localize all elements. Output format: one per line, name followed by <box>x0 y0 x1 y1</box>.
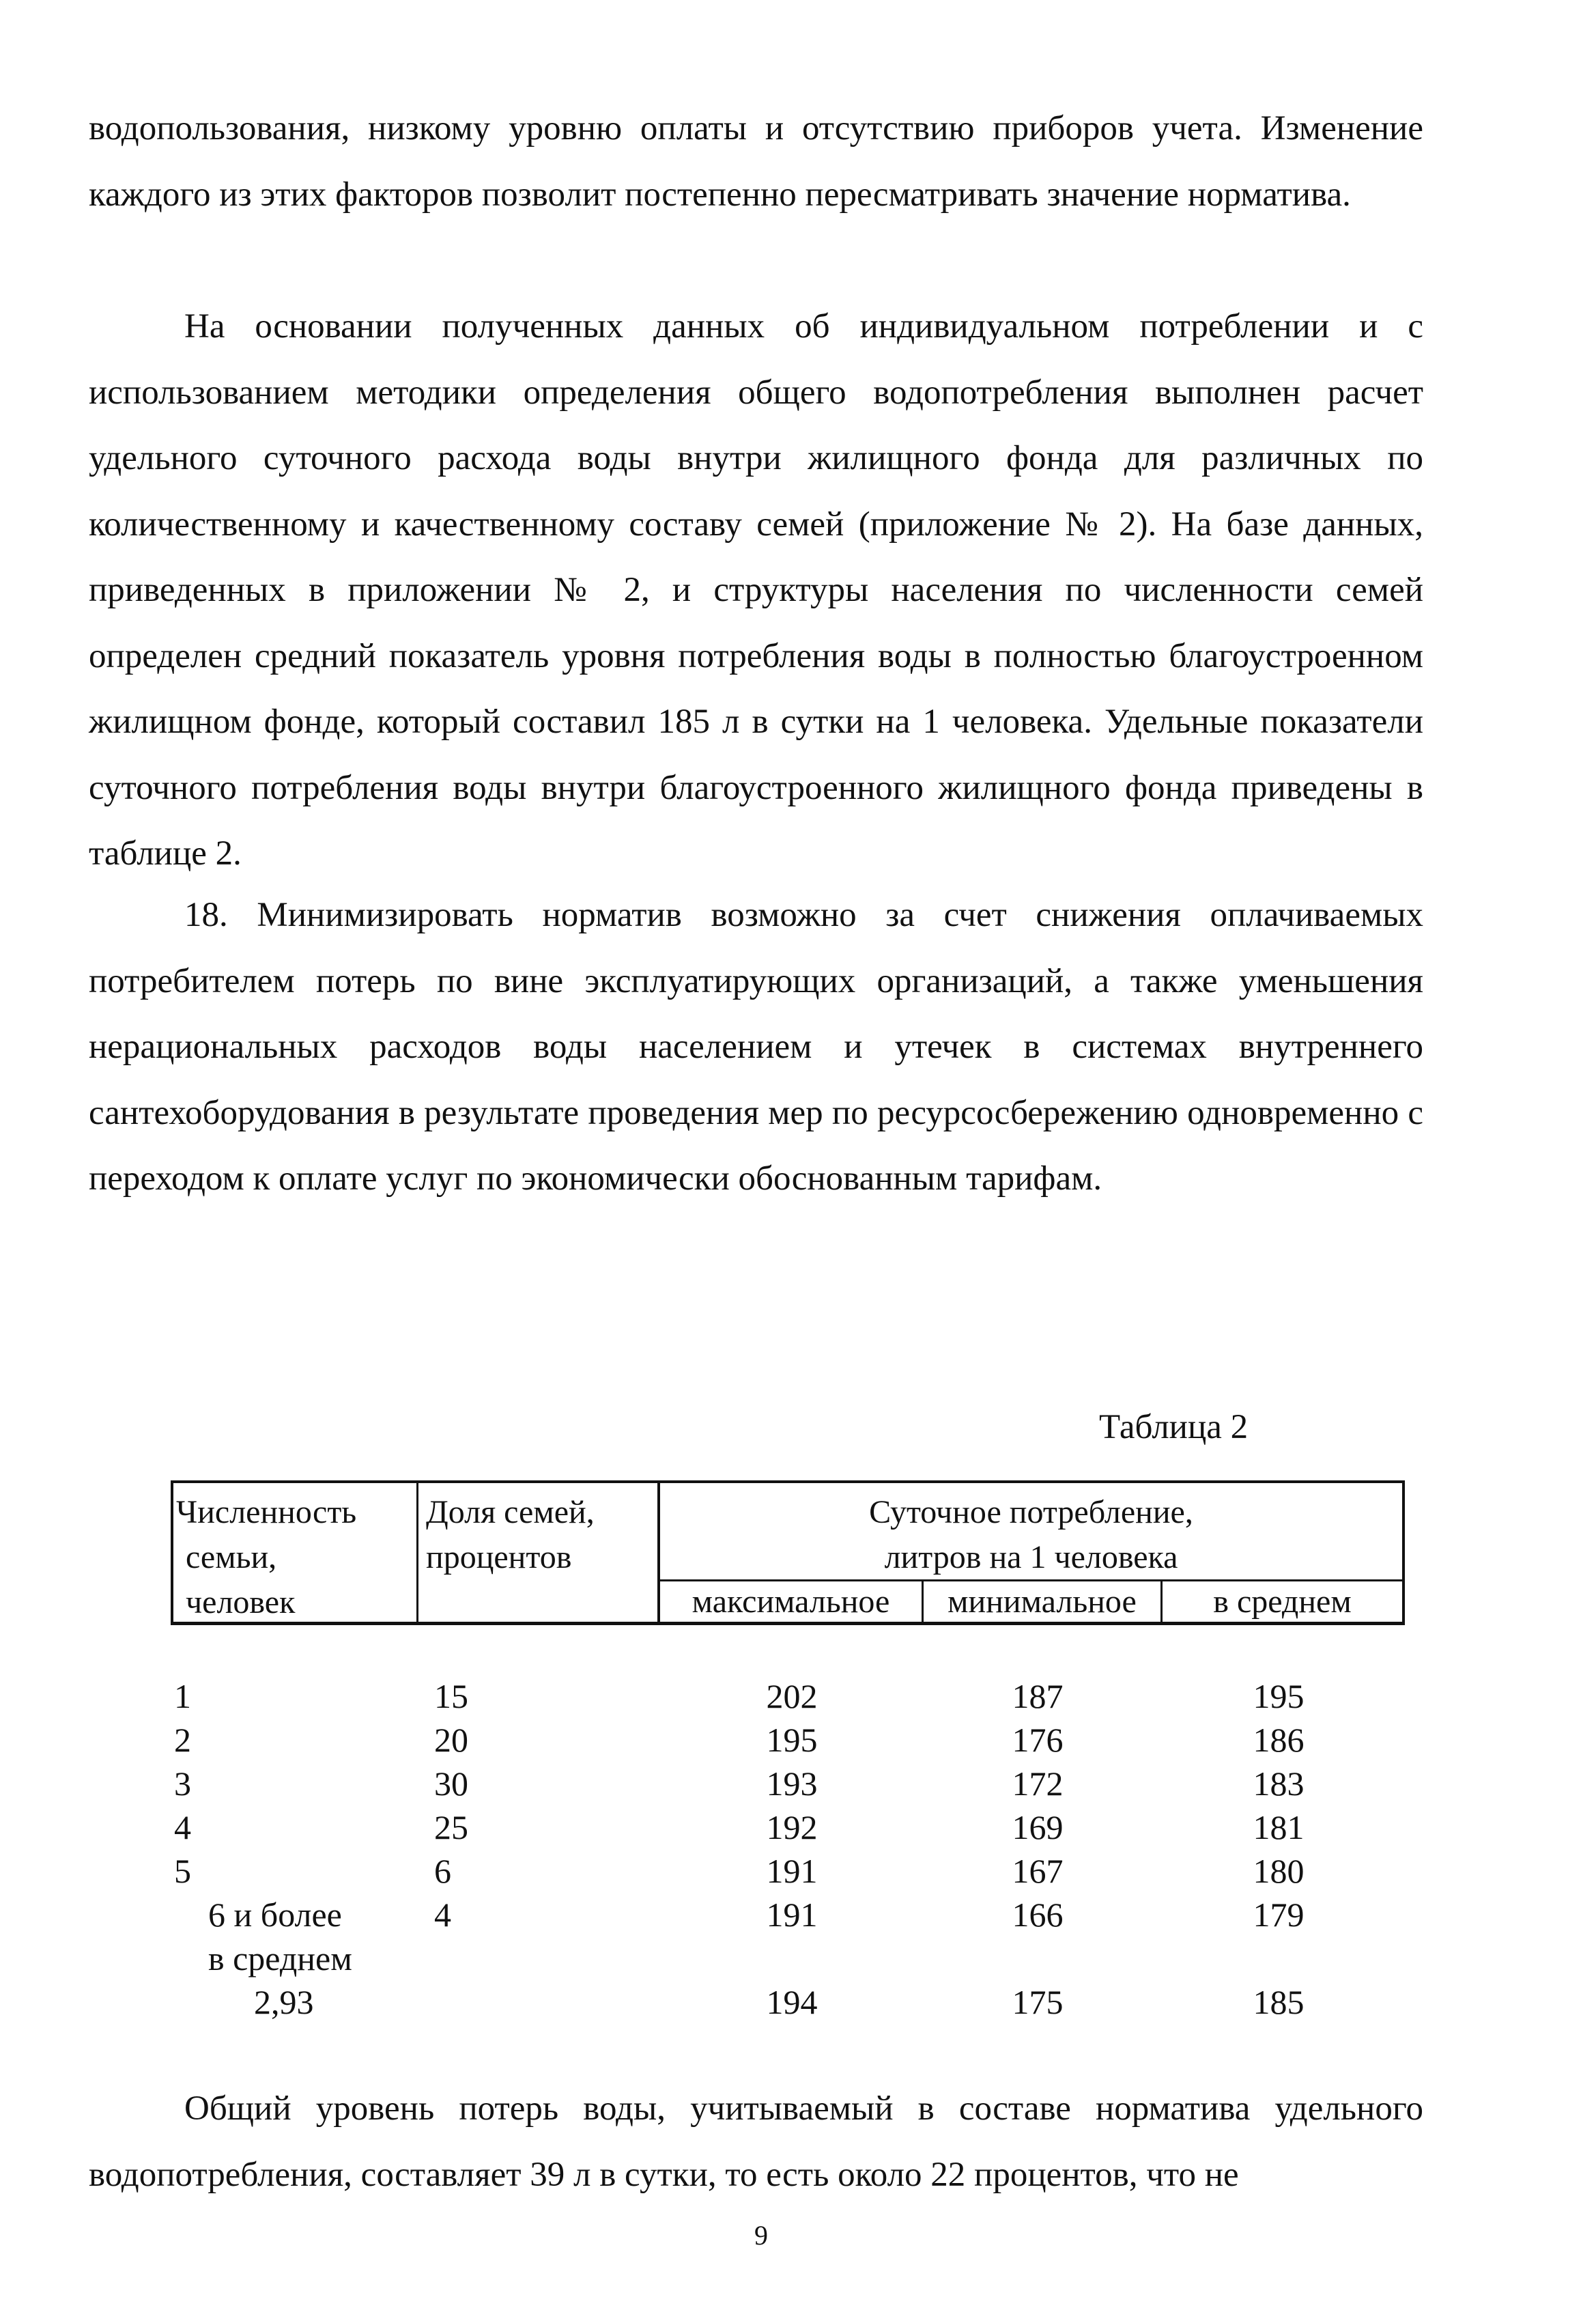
cell-family-size: 1 <box>174 1677 191 1715</box>
average-avg: 185 <box>1253 1983 1305 2021</box>
average-label: в среднем <box>208 1939 352 1977</box>
header-max: максимальное <box>692 1583 890 1620</box>
cell-family-size: 4 <box>174 1808 191 1846</box>
cell-avg: 195 <box>1253 1677 1305 1715</box>
cell-share: 15 <box>434 1677 468 1715</box>
cell-family-size: 6 и более <box>208 1896 342 1934</box>
page-number: 9 <box>754 2220 768 2251</box>
cell-max: 191 <box>766 1852 818 1890</box>
cell-max: 191 <box>766 1896 818 1934</box>
header-consumption-1: Суточное потребление, <box>869 1494 1193 1530</box>
header-right-border <box>1402 1480 1405 1625</box>
header-top-border <box>171 1480 1405 1483</box>
paragraph-4: Общий уровень потерь воды, учитываемый в составе норматива удельного водопотребления, составляет 39 л в сутки, то есть около 22 процентов, что не <box>89 2089 1423 2194</box>
cell-family-size: 5 <box>174 1852 191 1890</box>
cell-avg: 186 <box>1253 1721 1305 1759</box>
header-avg: в среднем <box>1213 1583 1352 1620</box>
cell-share: 6 <box>434 1852 451 1890</box>
average-max: 194 <box>766 1983 818 2021</box>
paragraph-3: 18. Минимизировать норматив возможно за счет снижения оплачиваемых потребителем потерь по вине эксплуатирующих организаций, а также уменьшения нерациональных расходов воды населением и утечек в системах внутреннего сантехоборудования в результате проведения мер по ресурсосбережению одновременно с переходом к оплате услуг по экономически обоснованным тарифам. <box>89 896 1423 1198</box>
cell-max: 195 <box>766 1721 818 1759</box>
cell-min: 169 <box>1012 1808 1064 1846</box>
cell-avg: 183 <box>1253 1764 1305 1803</box>
cell-max: 202 <box>766 1677 818 1715</box>
header-left-border <box>171 1480 173 1625</box>
header-consumption-2: литров на 1 человека <box>884 1539 1178 1575</box>
header-subdivider <box>657 1579 1405 1581</box>
header-bottom-border <box>171 1622 1405 1625</box>
cell-min: 187 <box>1012 1677 1064 1715</box>
cell-share: 25 <box>434 1808 468 1846</box>
cell-avg: 180 <box>1253 1852 1305 1890</box>
paragraph-1: водопользования, низкому уровню оплаты и отсутствию приборов учета. Изменение каждого из этих факторов позволит постепенно пересматривать значение норматива. <box>89 109 1423 214</box>
paragraph-2: На основании полученных данных об индивидуальном потреблении и с использованием методики определения общего водопотребления выполнен расчет удельного суточного расхода воды внутри жилищного фонда для различных по количественному и качественному составу семей (приложение № 2). На базе данных, приведенных в приложении № 2, и структуры населения по численности семей определен средний показатель уровня потребления воды в полностью благоустроенном жилищном фонде, который составил 185 л в сутки на 1 человека. Удельные показатели суточного потребления воды внутри благоустроенного жилищного фонда приведены в таблице 2. <box>89 307 1423 873</box>
cell-avg: 181 <box>1253 1808 1305 1846</box>
header-family-size-2: семьи, <box>186 1539 277 1575</box>
header-share-1: Доля семей, <box>426 1494 595 1530</box>
average-family-size: 2,93 <box>254 1983 314 2021</box>
cell-avg: 179 <box>1253 1896 1305 1934</box>
cell-min: 176 <box>1012 1721 1064 1759</box>
table-caption: Таблица 2 <box>1099 1408 1249 1446</box>
cell-max: 193 <box>766 1764 818 1803</box>
cell-family-size: 3 <box>174 1764 191 1803</box>
cell-min: 166 <box>1012 1896 1064 1934</box>
cell-share: 20 <box>434 1721 468 1759</box>
header-divider-1 <box>416 1480 418 1625</box>
header-family-size-3: человек <box>186 1584 296 1620</box>
average-min: 175 <box>1012 1983 1064 2021</box>
cell-max: 192 <box>766 1808 818 1846</box>
cell-share: 30 <box>434 1764 468 1803</box>
header-min: минимальное <box>947 1583 1137 1620</box>
header-family-size-1: Численность <box>176 1494 357 1530</box>
cell-share: 4 <box>434 1896 451 1934</box>
cell-min: 167 <box>1012 1852 1064 1890</box>
cell-family-size: 2 <box>174 1721 191 1759</box>
cell-min: 172 <box>1012 1764 1064 1803</box>
header-share-2: процентов <box>426 1539 572 1575</box>
